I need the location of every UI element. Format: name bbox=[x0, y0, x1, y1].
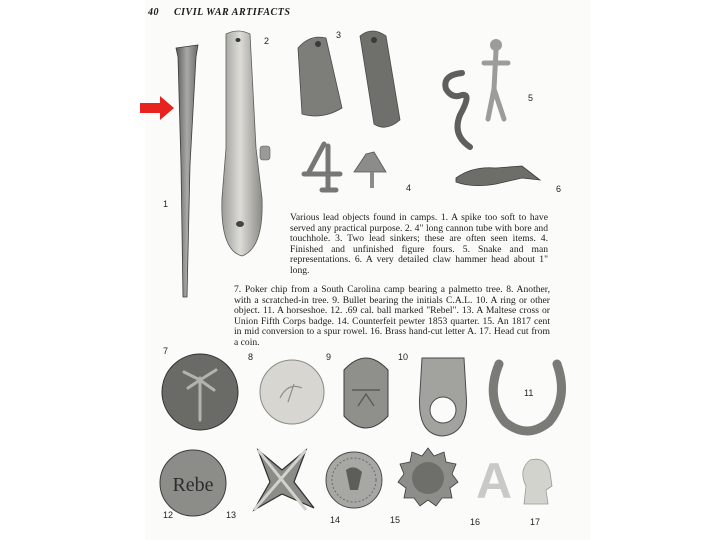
rebel-marking: Rebe bbox=[172, 474, 214, 496]
figure-number-9: 9 bbox=[326, 352, 332, 362]
pewter-quarter-artifact bbox=[324, 450, 384, 510]
cannon-tube-artifact bbox=[212, 28, 274, 260]
figure-number-3: 3 bbox=[336, 30, 342, 40]
figure-fours-artifact bbox=[302, 140, 394, 195]
caption-lead-objects: Various lead objects found in camps. 1. A spike too soft to have served any practical purpose. 2. 4" long cannon tube with bore and touchhole. 3. Two lead sinkers; these are often seen items. 4. Finished and unfinished figure fours. 5. Snake and man representations. 6. A very detailed claw hammer head about 1" long. bbox=[290, 212, 548, 276]
figure-number-13: 13 bbox=[226, 510, 237, 520]
figure-number-8: 8 bbox=[248, 352, 254, 362]
lead-ring-artifact bbox=[412, 352, 474, 438]
figure-number-6: 6 bbox=[556, 184, 562, 194]
figure-number-16: 16 bbox=[470, 517, 481, 527]
claw-hammer-artifact bbox=[452, 162, 544, 192]
cut-head-artifact bbox=[516, 456, 556, 508]
figure-number-17: 17 bbox=[530, 517, 541, 527]
maltese-cross-artifact bbox=[244, 444, 320, 520]
scratched-chip-artifact bbox=[258, 358, 326, 426]
figure-number-10: 10 bbox=[398, 352, 409, 362]
lead-sinkers-artifact bbox=[290, 28, 415, 134]
figure-number-2: 2 bbox=[264, 36, 270, 46]
figure-number-11: 11 bbox=[524, 388, 534, 398]
cent-rowel-artifact bbox=[396, 446, 460, 510]
brass-letter-a-artifact: A bbox=[476, 453, 513, 509]
page-header bbox=[148, 7, 290, 18]
figure-number-7: 7 bbox=[163, 346, 169, 356]
figure-number-14: 14 bbox=[330, 515, 341, 525]
caption-camp-items: 7. Poker chip from a South Carolina camp bearing a palmetto tree. 8. Another, with a scratched-in tree. 9. Bullet bearing the initials C.A.L. 10. A ring or other object. 11. A horseshoe. 12. .69 cal. ball marked "Rebel". 13. A Maltese cross or Union Fifth Corps badge. 14. Counterfeit pewter 1853 quarter. 15. An 1817 cent in mid conversion to a spur rowel. 16. Brass hand-cut letter A. 17. Head cut from a coin. bbox=[234, 284, 550, 348]
rebel-ball-artifact bbox=[158, 448, 228, 518]
red-arrow-icon bbox=[140, 96, 176, 120]
figure-number-15: 15 bbox=[390, 515, 401, 525]
spike-artifact bbox=[172, 45, 202, 300]
figure-number-12: 12 bbox=[163, 510, 174, 520]
page-title: CIVIL WAR ARTIFACTS bbox=[174, 7, 291, 18]
page-number: 40 bbox=[148, 7, 159, 18]
palmetto-chip-artifact bbox=[160, 350, 242, 432]
snake-and-man-artifact bbox=[432, 35, 532, 155]
figure-number-5: 5 bbox=[528, 93, 534, 103]
cal-bullet-artifact bbox=[336, 350, 396, 436]
figure-number-4: 4 bbox=[406, 183, 412, 193]
figure-number-1: 1 bbox=[163, 199, 169, 209]
